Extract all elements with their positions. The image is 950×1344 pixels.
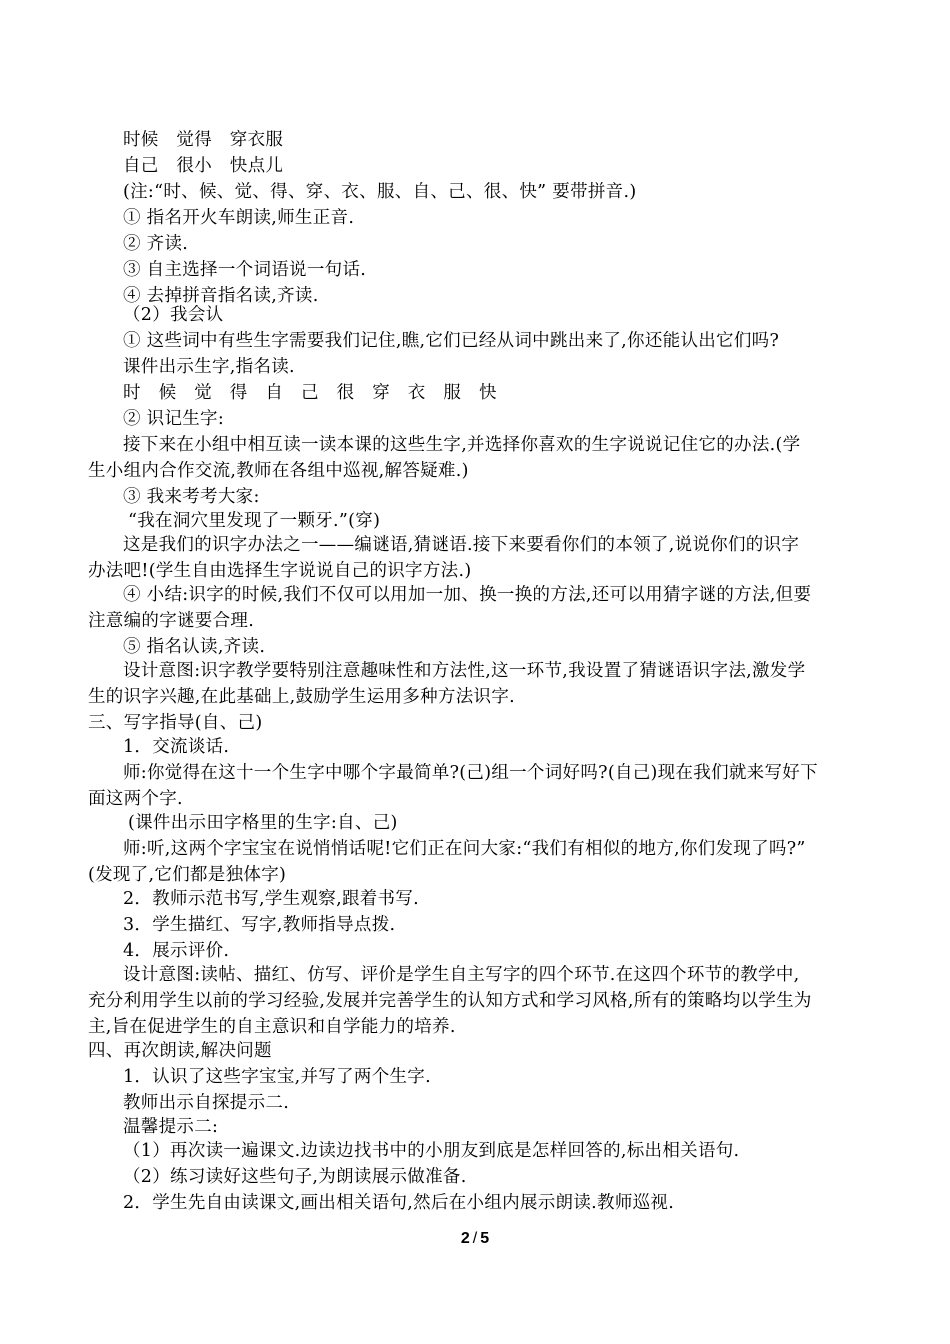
text-line: 3．学生描红、写字,教师指导点拨.: [123, 915, 396, 935]
text-line: 这是我们的识字办法之一——编谜语,猜谜语.接下来要看你们的本领了,说说你们的识字: [123, 535, 800, 555]
text-line: 自己 很小 快点儿: [123, 156, 284, 176]
text-line: 课件出示生字,指名读.: [123, 357, 295, 377]
text-line: “我在洞穴里发现了一颗牙.”(穿): [128, 511, 381, 531]
page-separator: /: [472, 1230, 478, 1247]
page-total: 5: [480, 1230, 490, 1247]
text-line: （1）再次读一遍课文.边读边找书中的小朋友到底是怎样回答的,标出相关语句.: [123, 1141, 740, 1161]
page-current: 2: [460, 1230, 470, 1247]
text-line: ① 这些词中有些生字需要我们记住,瞧,它们已经从词中跳出来了,你还能认出它们吗?: [123, 331, 780, 351]
text-line: 生小组内合作交流,教师在各组中巡视,解答疑难.): [88, 461, 469, 481]
text-line: 4．展示评价.: [123, 941, 230, 961]
text-line: 温馨提示二:: [123, 1117, 219, 1137]
text-line: ④ 去掉拼音指名读,齐读.: [123, 286, 319, 306]
text-line: (注:“时、候、觉、得、穿、衣、服、自、己、很、快” 要带拼音.): [123, 182, 637, 202]
text-line: 师:听,这两个字宝宝在说悄悄话呢!它们正在问大家:“我们有相似的地方,你们发现了吗?”: [123, 839, 806, 859]
text-line: ③ 我来考考大家:: [123, 487, 260, 507]
text-line: 面这两个字.: [88, 789, 183, 809]
text-line: 设计意图:识字教学要特别注意趣味性和方法性,这一环节,我设置了猜谜语识字法,激发学: [123, 661, 806, 681]
text-line: 师:你觉得在这十一个生字中哪个字最简单?(己)组一个词好吗?(自己)现在我们就来写好下: [123, 763, 818, 783]
text-line: ② 齐读.: [123, 234, 189, 254]
text-line: （2）练习读好这些句子,为朗读展示做准备.: [123, 1167, 467, 1187]
text-line: （2）我会认: [123, 305, 224, 325]
text-line: (发现了,它们都是独体字): [88, 865, 287, 885]
text-line: 主,旨在促进学生的自主意识和自学能力的培养.: [88, 1017, 456, 1037]
text-line: ④ 小结:识字的时候,我们不仅可以用加一加、换一换的方法,还可以用猜字谜的方法,但要: [123, 585, 812, 605]
section-heading: 四、再次朗读,解决问题: [88, 1041, 272, 1061]
page-number: [0, 1228, 950, 1250]
text-line: 注意编的字谜要合理.: [88, 611, 255, 631]
text-line: 办法吧!(学生自由选择生字说说自己的识字方法.): [88, 561, 472, 581]
text-line: 时候 觉得 穿衣服: [123, 130, 284, 150]
text-line: ① 指名开火车朗读,师生正音.: [123, 208, 355, 228]
text-line: (课件出示田字格里的生字:自、己): [128, 813, 398, 833]
text-line: 时 候 觉 得 自 己 很 穿 衣 服 快: [123, 383, 497, 403]
text-line: 教师出示自探提示二.: [123, 1093, 290, 1113]
text-line: 生的识字兴趣,在此基础上,鼓励学生运用多种方法识字.: [88, 687, 515, 707]
text-line: 2．学生先自由读课文,画出相关语句,然后在小组内展示朗读.教师巡视.: [123, 1193, 675, 1213]
text-line: 接下来在小组中相互读一读本课的这些生字,并选择你喜欢的生字说说记住它的办法.(学: [123, 435, 801, 455]
text-line: ② 识记生字:: [123, 409, 225, 429]
text-line: 1．交流谈话.: [123, 737, 230, 757]
text-line: ③ 自主选择一个词语说一句话.: [123, 260, 367, 280]
text-line: 设计意图:读帖、描红、仿写、评价是学生自主写字的四个环节.在这四个环节的教学中,: [123, 965, 800, 985]
section-heading: 三、写字指导(自、己): [88, 713, 263, 733]
text-line: 1．认识了这些字宝宝,并写了两个生字.: [123, 1067, 431, 1087]
text-line: ⑤ 指名认读,齐读.: [123, 637, 266, 657]
text-line: 2．教师示范书写,学生观察,跟着书写.: [123, 889, 420, 909]
text-line: 充分利用学生以前的学习经验,发展并完善学生的认知方式和学习风格,所有的策略均以学生为: [88, 991, 812, 1011]
